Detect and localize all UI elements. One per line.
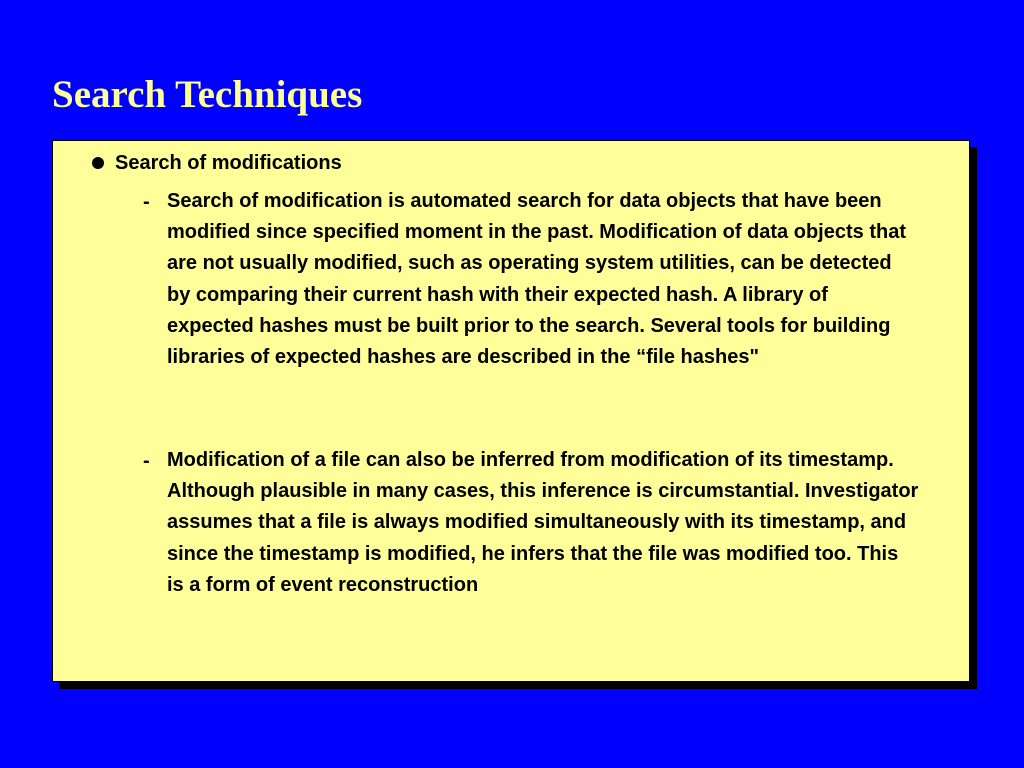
bullet-search-of-modifications: Search of modifications [115, 152, 342, 174]
sub-bullet-modification-of-file: Modification of a file can also be inferred from modification of its timestamp. Although plausible in many cases, this inference is circumstantial. Investigator assumes that a file is always modified simultaneously with its timestamp, and since the timestamp is modified, he infers that the file was modified too. This is a form of event reconstruction [167, 449, 919, 596]
content-box [52, 140, 970, 682]
bullet-dot-icon [92, 157, 104, 169]
sub-bullet-search-of-modification: Search of modification is automated search for data objects that have been modified since specified moment in the past. Modification of data objects that are not usually modified, such as operating system utilities, can be detected by comparing their current hash with their expected hash. A library of expected hashes must be built prior to the search. Several tools for building libraries of expected hashes are described in the “file hashes" [167, 190, 906, 369]
slide-title: Search Techniques [52, 73, 363, 116]
dash-icon: - [143, 191, 150, 213]
dash-icon: - [143, 450, 150, 472]
